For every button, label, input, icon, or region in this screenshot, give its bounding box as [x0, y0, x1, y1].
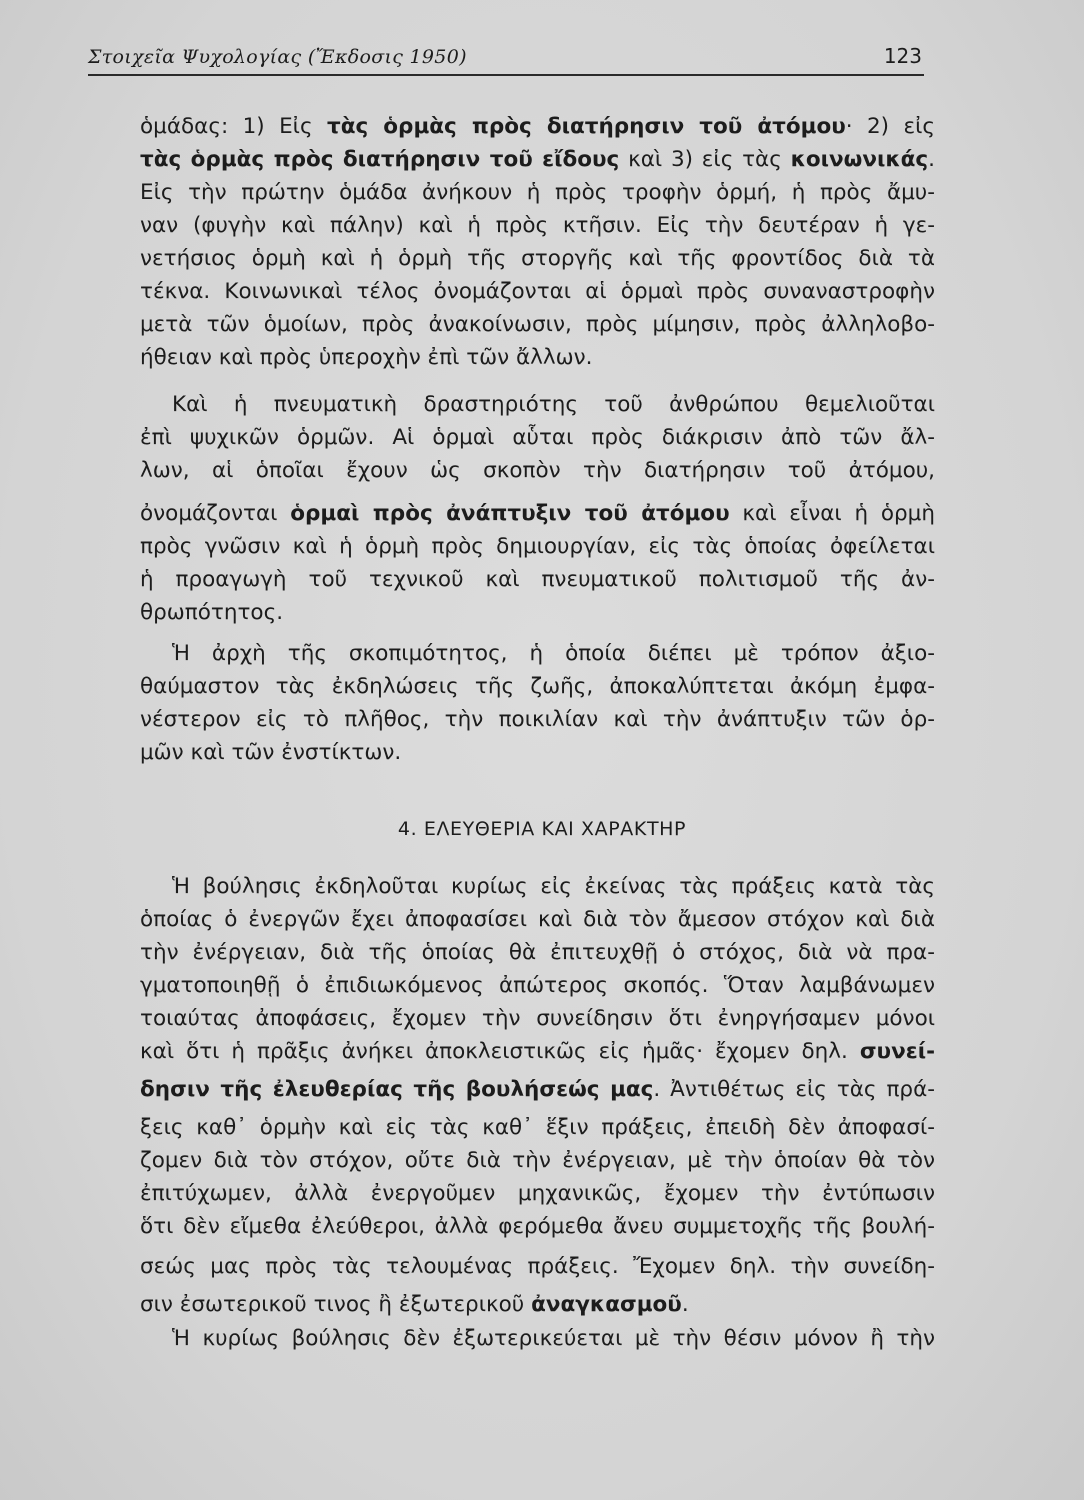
text-line: πρὸς γνῶσιν καὶ ἡ ὁρμὴ πρὸς δημιουργίαν, εἰς τὰς ὁποίας ὀφείλεται	[140, 534, 935, 559]
text-line: ὀνομάζονται ὁρμαὶ πρὸς ἀνάπτυξιν τοῦ ἀτόμου καὶ εἶναι ἡ ὁρμὴ	[140, 501, 935, 526]
text-line: Ἡ ἀρχὴ τῆς σκοπιμότητος, ἡ ὁποία διέπει μὲ τρόπον ἀξιο-	[172, 641, 935, 666]
text-line: ξεις καθ᾽ ὁρμὴν καὶ εἰς τὰς καθ᾽ ἕξιν πράξεις, ἐπειδὴ δὲν ἀποφασί-	[140, 1115, 935, 1140]
text-line: νέστερον εἰς τὸ πλῆθος, τὴν ποικιλίαν καὶ τὴν ἀνάπτυξιν τῶν ὁρ-	[140, 707, 935, 732]
text-line: τέκνα. Κοινωνικαὶ τέλος ὀνομάζονται αἱ ὁρμαὶ πρὸς συναναστροφὴν	[140, 279, 935, 304]
text-line: ἡ προαγωγὴ τοῦ τεχνικοῦ καὶ πνευματικοῦ πολιτισμοῦ τῆς ἀν-	[140, 567, 935, 592]
text-line: θρωπότητος.	[140, 600, 284, 625]
text-line: λων, αἱ ὁποῖαι ἔχουν ὡς σκοπὸν τὴν διατήρησιν τοῦ ἀτόμου,	[140, 458, 935, 483]
text-line: τὰς ὁρμὰς πρὸς διατήρησιν τοῦ εἴδους καὶ 3) εἰς τὰς κοινωνικάς.	[140, 147, 936, 172]
text-line: ὁποίας ὁ ἐνεργῶν ἔχει ἀποφασίσει καὶ διὰ τὸν ἄμεσον στόχον καὶ διὰ	[140, 907, 935, 932]
text-line: Καὶ ἡ πνευματικὴ δραστηριότης τοῦ ἀνθρώπου θεμελιοῦται	[172, 392, 935, 417]
page-number: 123	[883, 44, 922, 68]
text-line: Ἡ κυρίως βούλησις δὲν ἐξωτερικεύεται μὲ τὴν θέσιν μόνον ἢ τὴν	[172, 1326, 935, 1351]
text-line: νετήσιος ὁρμὴ καὶ ἡ ὁρμὴ τῆς στοργῆς καὶ τῆς φροντίδος διὰ τὰ	[140, 246, 935, 271]
section-heading: 4. ΕΛΕΥΘΕΡΙΑ ΚΑΙ ΧΑΡΑΚΤΗΡ	[397, 818, 687, 840]
text-line: ἐπιτύχωμεν, ἀλλὰ ἐνεργοῦμεν μηχανικῶς, ἔχομεν τὴν ἐντύπωσιν	[140, 1181, 935, 1206]
text-line: γματοποιηθῇ ὁ ἐπιδιωκόμενος ἀπώτερος σκοπός. Ὅταν λαμβάνωμεν	[140, 973, 935, 998]
text-line: ναν (φυγὴν καὶ πάλην) καὶ ἡ πρὸς κτῆσιν. Εἰς τὴν δευτέραν ἡ γε-	[140, 213, 935, 238]
text-line: σιν ἐσωτερικοῦ τινος ἢ ἐξωτερικοῦ ἀναγκασμοῦ.	[140, 1292, 689, 1317]
running-header	[88, 44, 924, 76]
text-line: καὶ ὅτι ἡ πρᾶξις ἀνήκει ἀποκλειστικῶς εἰς ἡμᾶς· ἔχομεν δηλ. συνεί-	[140, 1039, 935, 1064]
text-line: μετὰ τῶν ὁμοίων, πρὸς ἀνακοίνωσιν, πρὸς μίμησιν, πρὸς ἀλληλοβο-	[140, 312, 935, 337]
text-line: θαύμαστον τὰς ἐκδηλώσεις τῆς ζωῆς, ἀποκαλύπτεται ἀκόμη ἐμφα-	[140, 674, 935, 699]
text-line: μῶν καὶ τῶν ἐνστίκτων.	[140, 740, 402, 765]
text-line: τοιαύτας ἀποφάσεις, ἔχομεν τὴν συνείδησιν ὅτι ἐνηργήσαμεν μόνοι	[140, 1006, 935, 1031]
text-line: ζομεν διὰ τὸν στόχον, οὔτε διὰ τὴν ἐνέργειαν, μὲ τὴν ὁποίαν θὰ τὸν	[140, 1148, 935, 1173]
text-line: τὴν ἐνέργειαν, διὰ τῆς ὁποίας θὰ ἐπιτευχθῇ ὁ στόχος, διὰ νὰ πρα-	[140, 940, 935, 965]
text-line: ὁμάδας: 1) Εἰς τὰς ὁρμὰς πρὸς διατήρησιν τοῦ ἀτόμου· 2) εἰς	[140, 114, 935, 139]
text-line: Ἡ βούλησις ἐκδηλοῦται κυρίως εἰς ἐκείνας τὰς πράξεις κατὰ τὰς	[172, 874, 935, 899]
text-line: ἐπὶ ψυχικῶν ὁρμῶν. Αἱ ὁρμαὶ αὗται πρὸς διάκρισιν ἀπὸ τῶν ἄλ-	[140, 425, 935, 450]
text-line: σεώς μας πρὸς τὰς τελουμένας πράξεις. Ἔχομεν δηλ. τὴν συνείδη-	[140, 1254, 935, 1279]
text-line: ήθειαν καὶ πρὸς ὑπεροχὴν ἐπὶ τῶν ἄλλων.	[140, 345, 593, 370]
text-line: ὅτι δὲν εἴμεθα ἐλεύθεροι, ἀλλὰ φερόμεθα ἄνευ συμμετοχῆς τῆς βουλή-	[140, 1214, 935, 1239]
running-header-title: Στοιχεῖα Ψυχολογίας (Ἔκδοσις 1950)	[88, 46, 467, 68]
text-line: δησιν τῆς ἐλευθερίας τῆς βουλήσεώς μας. Ἀντιθέτως εἰς τὰς πρά-	[140, 1077, 935, 1102]
text-line: Εἰς τὴν πρώτην ὁμάδα ἀνήκουν ἡ πρὸς τροφὴν ὁρμή, ἡ πρὸς ἄμυ-	[140, 180, 935, 205]
